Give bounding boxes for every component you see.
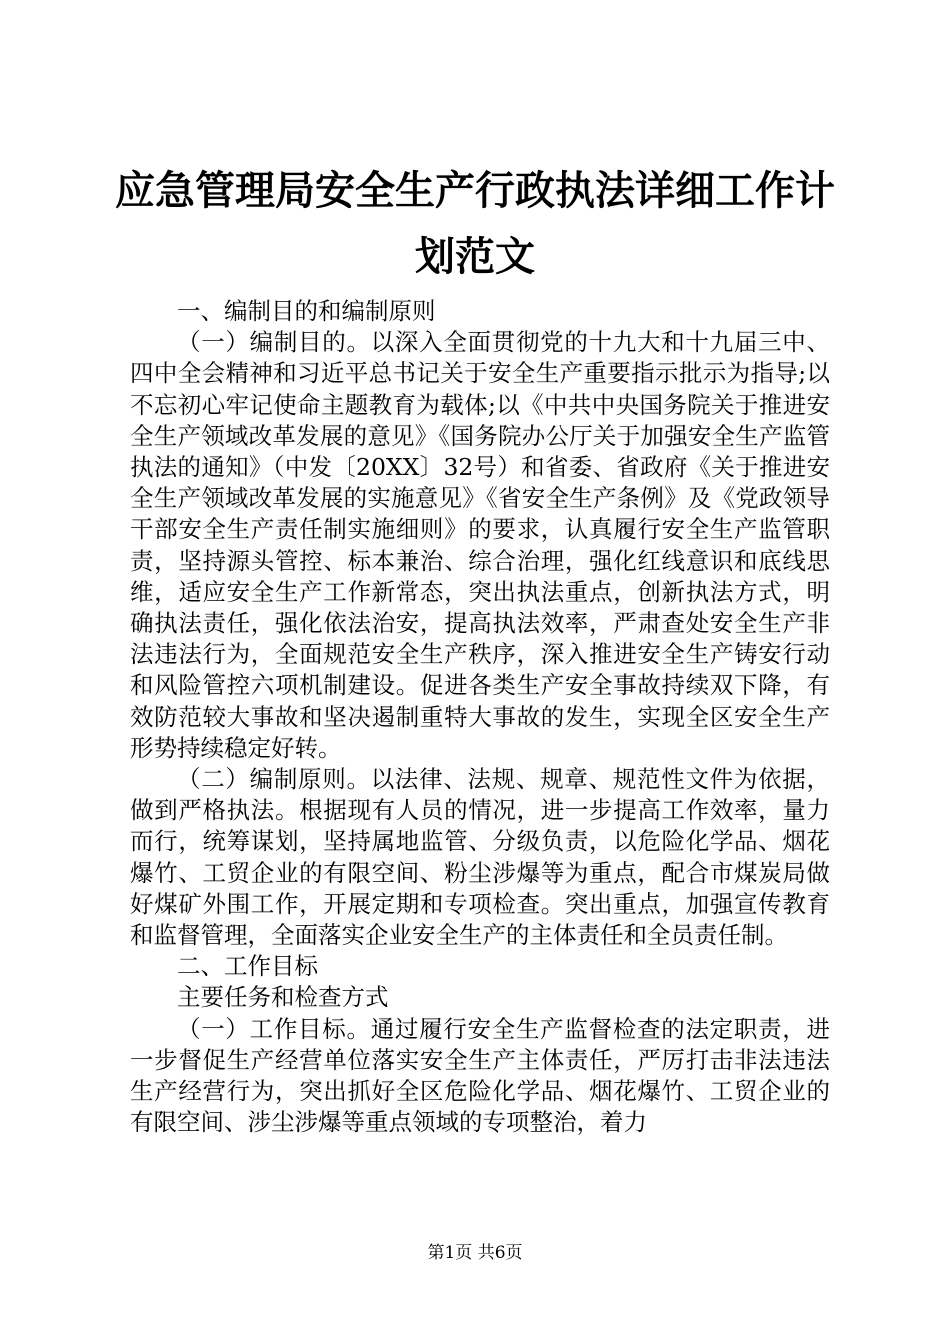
paragraph-principles: （二）编制原则。以法律、法规、规章、规范性文件为依据，做到严格执法。根据现有人员的情况，进一步提高工作效率，量力而行，统筹谋划，坚持属地监管、分级负责，以危险化学品、烟花爆竹、工贸企业的有限空间、粉尘涉爆等为重点，配合市煤炭局做好煤矿外围工作，开展定期和专项检查。突出重点，加强宣传教育和监督管理，全面落实企业安全生产的主体责任和全员责任制。 <box>130 765 830 950</box>
page-number-footer: 第1页 共6页 <box>427 1243 523 1263</box>
document-title: 应急管理局安全生产行政执法详细工作计划范文 <box>115 167 835 280</box>
document-body <box>130 296 830 1138</box>
section-subheading: 主要任务和检查方式 <box>177 983 389 1012</box>
paragraph-goals: （一）工作目标。通过履行安全生产监督检查的法定职责，进一步督促生产经营单位落实安全生产主体责任，严厉打击非法违法生产经营行为，突出抓好全区危险化学品、烟花爆竹、工贸企业的有限空间、涉尘涉爆等重点领域的专项整治，着力 <box>130 1014 830 1137</box>
section-heading-2: 二、工作目标 <box>177 952 318 981</box>
section-heading-1: 一、编制目的和编制原则 <box>177 297 436 325</box>
paragraph-purpose: （一）编制目的。以深入全面贯彻党的十九大和十九届三中、四中全会精神和习近平总书记关于安全生产重要指示批示为指导;以不忘初心牢记使命主题教育为载体;以《中共中央国务院关于推进安全生产领域改革发展的意见》《国务院办公厅关于加强安全生产监管执法的通知》（中发〔20XX〕32号）和省委、省政府《关于推进安全生产领域改革发展的实施意见》《省安全生产条例》及《党政领导干部安全生产责任制实施细则》的要求，认真履行安全生产监管职责，坚持源头管控、标本兼治、综合治理，强化红线意识和底线思维，适应安全生产工作新常态，突出执法重点，创新执法方式，明确执法责任，强化依法治安，提高执法效率，严肃查处安全生产非法违法行为，全面规范安全生产秩序，深入推进安全生产铸安行动和风险管控六项机制建设。促进各类生产安全事故持续双下降，有效防范较大事故和坚决遏制重特大事故的发生，实现全区安全生产形势持续稳定好转。 <box>130 328 830 762</box>
